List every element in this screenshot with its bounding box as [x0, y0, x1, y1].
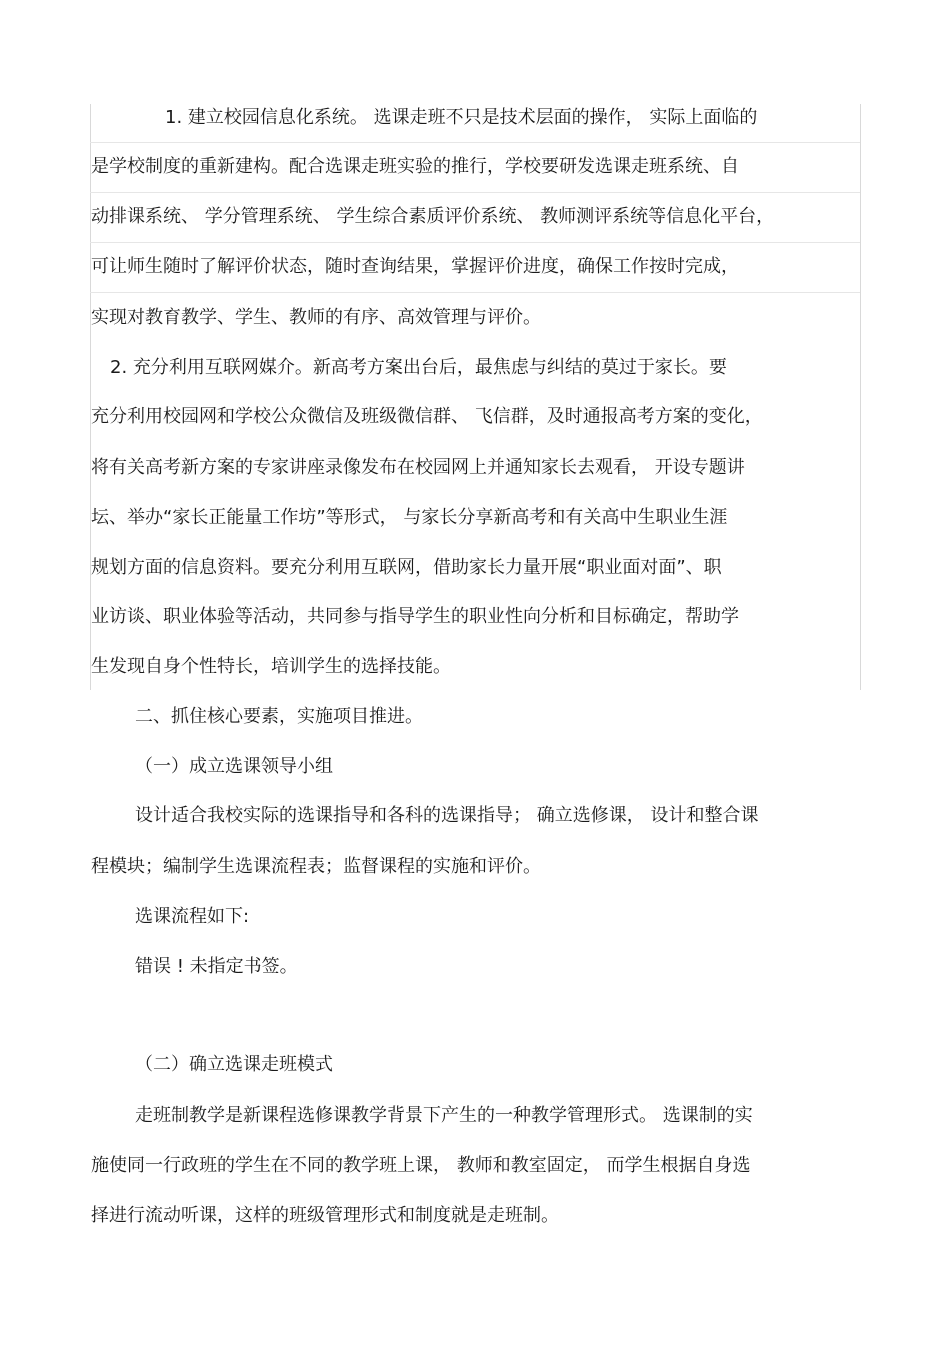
text-line: 选课流程如下: — [135, 906, 250, 927]
text-line: 坛、举办“家长正能量工作坊”等形式， 与家长分享新高考和有关高中生职业生涯 — [91, 507, 728, 528]
text-line: 程模块；编制学生选课流程表；监督课程的实施和评价。 — [91, 856, 541, 877]
row-divider — [90, 292, 860, 293]
text-line: 是学校制度的重新建构。配合选课走班实验的推行，学校要研发选课走班系统、自 — [91, 156, 739, 177]
right-border — [860, 104, 861, 690]
text-line: 走班制教学是新课程选修课教学背景下产生的一种教学管理形式。 选课制的实 — [135, 1105, 753, 1126]
text-line: 1. 建立校园信息化系统。 选课走班不只是技术层面的操作， 实际上面临的 — [165, 107, 758, 128]
text-line: 业访谈、职业体验等活动，共同参与指导学生的职业性向分析和目标确定，帮助学 — [91, 606, 739, 627]
subsection-heading: （二）确立选课走班模式 — [135, 1054, 333, 1075]
text-line: 实现对教育教学、学生、教师的有序、高效管理与评价。 — [91, 307, 541, 328]
row-divider — [90, 192, 860, 193]
subsection-heading: （一）成立选课领导小组 — [135, 756, 333, 777]
text-line: 动排课系统、 学分管理系统、 学生综合素质评价系统、 教师测评系统等信息化平台， — [91, 206, 775, 227]
text-line: 规划方面的信息资料。要充分利用互联网，借助家长力量开展“职业面对面”、职 — [91, 557, 722, 578]
row-divider — [90, 142, 860, 143]
row-divider — [90, 242, 860, 243]
error-bookmark-text: 错误 ! 未指定书签。 — [135, 956, 298, 977]
text-line: 设计适合我校实际的选课指导和各科的选课指导； 确立选修课， 设计和整合课 — [135, 805, 759, 826]
text-line: 充分利用校园网和学校公众微信及班级微信群、 飞信群，及时通报高考方案的变化， — [91, 406, 763, 427]
text-line: 将有关高考新方案的专家讲座录像发布在校园网上并通知家长去观看， 开设专题讲 — [91, 457, 745, 478]
text-line: 施使同一行政班的学生在不同的教学班上课， 教师和教室固定， 而学生根据自身选 — [91, 1155, 751, 1176]
text-line: 生发现自身个性特长，培训学生的选择技能。 — [91, 656, 451, 677]
text-line: 择进行流动听课，这样的班级管理形式和制度就是走班制。 — [91, 1205, 559, 1226]
text-line: 2. 充分利用互联网媒介。新高考方案出台后，最焦虑与纠结的莫过于家长。要 — [110, 357, 727, 378]
section-heading: 二、抓住核心要素，实施项目推进。 — [135, 706, 423, 727]
text-line: 可让师生随时了解评价状态，随时查询结果，掌握评价进度，确保工作按时完成， — [91, 256, 739, 277]
